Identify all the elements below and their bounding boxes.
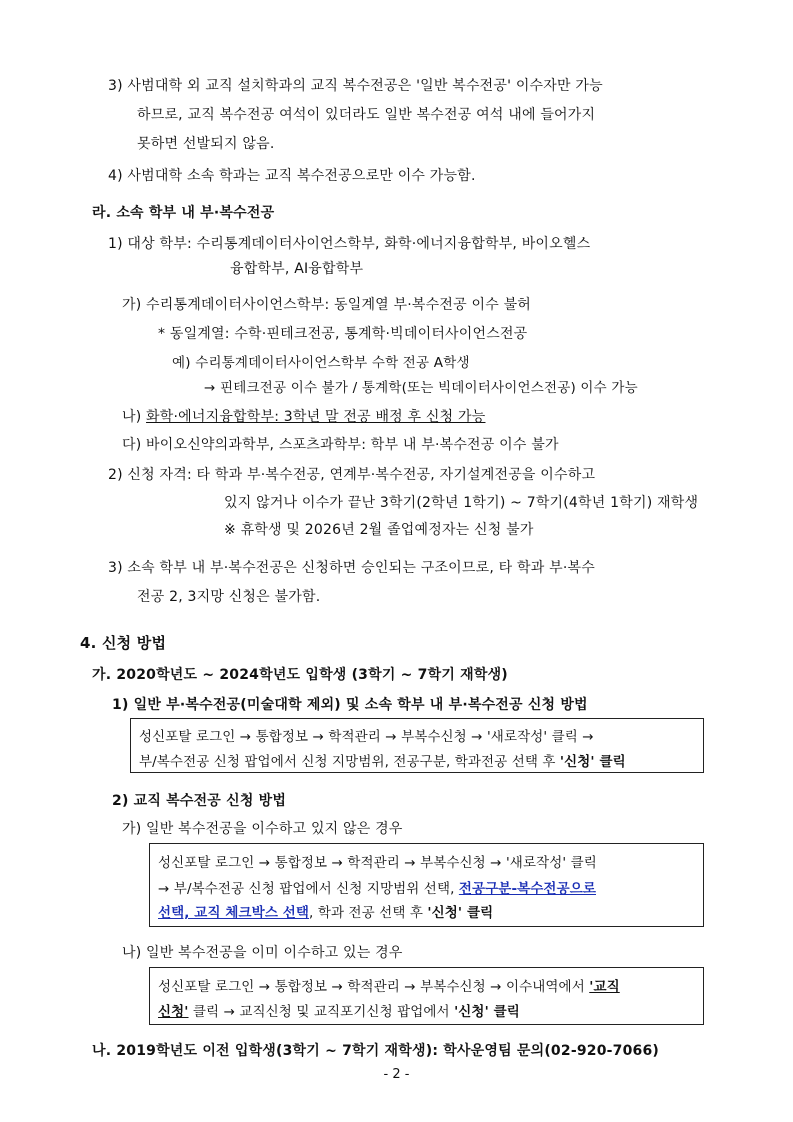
box3-teaching-apply-end: 신청' bbox=[158, 1004, 189, 1020]
box2-line-2 bbox=[158, 877, 596, 897]
section-ra-heading: 라. 소속 학부 내 부·복수전공 bbox=[92, 205, 275, 221]
eligibility-note: ※ 휴학생 및 2026년 2월 졸업예정자는 신청 불가 bbox=[224, 522, 534, 538]
sub2-ga: 가) 일반 복수전공을 이수하고 있지 않은 경우 bbox=[122, 821, 403, 837]
box2-line-3 bbox=[158, 901, 493, 921]
section-4-heading: 4. 신청 방법 bbox=[80, 634, 167, 652]
section-4-na-heading: 나. 2019학년도 이전 입학생(3학기 ~ 7학기 재학생): 학사운영팀 문의(02-920-7066) bbox=[92, 1043, 660, 1059]
box1-line-2 bbox=[139, 750, 626, 770]
section-4-ga-heading: 가. 2020학년도 ~ 2024학년도 입학생 (3학기 ~ 7학기 재학생) bbox=[92, 667, 508, 683]
eligibility-line-2: 있지 않거나 이수가 끝난 3학기(2학년 1학기) ~ 7학기(4학년 1학기) 재학생 bbox=[224, 495, 699, 511]
item-3-line-3: 못하면 선발되지 않음. bbox=[137, 136, 275, 152]
box3-line-2-text: 클릭 → 교직신청 및 교직포기신청 팝업에서 bbox=[188, 1004, 455, 1020]
na-chemistry bbox=[122, 406, 485, 426]
item-4-line-1: 4) 사범대학 소속 학과는 교직 복수전공으로만 이수 가능함. bbox=[108, 168, 476, 184]
box3-line-1 bbox=[158, 975, 620, 995]
box2-apply-click: '신청' 클릭 bbox=[427, 905, 494, 921]
box2-line-3-text: , 학과 전공 선택 후 bbox=[309, 905, 428, 921]
ga-note-same-field: * 동일계열: 수학·핀테크전공, 통계학·빅데이터사이언스전공 bbox=[158, 326, 528, 342]
box2-line-2-text: → 부/복수전공 신청 팝업에서 신청 지망범위 선택, bbox=[158, 881, 459, 897]
eligibility-line-1: 2) 신청 자격: 타 학과 부·복수전공, 연계부·복수전공, 자기설계전공을 이수하고 bbox=[108, 467, 596, 483]
approve-line-2: 전공 2, 3지망 신청은 불가함. bbox=[137, 589, 321, 605]
page-number: - 2 - bbox=[383, 1067, 410, 1082]
target-line-1: 1) 대상 학부: 수리통계데이터사이언스학부, 화학·에너지융합학부, 바이오헬스 bbox=[108, 236, 591, 252]
instruction-box-2 bbox=[149, 843, 704, 927]
box1-line-2-text: 부/복수전공 신청 팝업에서 신청 지망범위, 전공구분, 학과전공 선택 후 bbox=[139, 754, 560, 770]
box3-teaching-apply-start: '교직 bbox=[589, 979, 620, 995]
sub2-na: 나) 일반 복수전공을 이미 이수하고 있는 경우 bbox=[122, 945, 403, 961]
instruction-box-1 bbox=[130, 718, 704, 773]
box2-teaching-checkbox-highlight: 선택, 교직 체크박스 선택 bbox=[158, 905, 310, 921]
box3-apply-click: '신청' 클릭 bbox=[454, 1004, 520, 1020]
approve-line-1: 3) 소속 학부 내 부·복수전공은 신청하면 승인되는 구조이므로, 타 학과 부·복수 bbox=[108, 560, 595, 576]
box1-line-1: 성신포탈 로그인 → 통합정보 → 학적관리 → 부복수신청 → '새로작성' 클릭 → bbox=[139, 729, 594, 745]
item-3-line-1: 3) 사범대학 외 교직 설치학과의 교직 복수전공은 '일반 복수전공' 이수자만 가능 bbox=[108, 78, 603, 94]
box3-line-2 bbox=[158, 1000, 520, 1020]
ga-example-arrow: → 핀테크전공 이수 불가 / 통계학(또는 빅데이터사이언스전공) 이수 가능 bbox=[204, 380, 638, 396]
na-prefix: 나) bbox=[122, 409, 147, 425]
box2-line-1: 성신포탈 로그인 → 통합정보 → 학적관리 → 부복수신청 → '새로작성' 클릭 bbox=[158, 855, 597, 871]
na-chemistry-text: 화학·에너지융합학부: 3학년 말 전공 배정 후 신청 가능 bbox=[146, 409, 486, 425]
box2-major-type-highlight: 전공구분-복수전공으로 bbox=[458, 881, 596, 897]
item-3-line-2: 하므로, 교직 복수전공 여석이 있더라도 일반 복수전공 여석 내에 들어가지 bbox=[137, 107, 596, 123]
target-line-2: 융합학부, AI융합학부 bbox=[230, 261, 364, 277]
box3-line-1-text: 성신포탈 로그인 → 통합정보 → 학적관리 → 부복수신청 → 이수내역에서 bbox=[158, 979, 590, 995]
da-bio-sports: 다) 바이오신약의과학부, 스포츠과학부: 학부 내 부·복수전공 이수 불가 bbox=[122, 437, 559, 453]
instruction-box-3 bbox=[149, 967, 704, 1025]
sub2-heading: 2) 교직 복수전공 신청 방법 bbox=[112, 793, 287, 809]
ga-math-stats: 가) 수리통계데이터사이언스학부: 동일계열 부·복수전공 이수 불허 bbox=[122, 297, 532, 313]
box1-apply-click: '신청' 클릭 bbox=[559, 754, 626, 770]
ga-example: 예) 수리통계데이터사이언스학부 수학 전공 A학생 bbox=[172, 355, 470, 371]
sub1-heading: 1) 일반 부·복수전공(미술대학 제외) 및 소속 학부 내 부·복수전공 신청 방법 bbox=[112, 697, 588, 713]
